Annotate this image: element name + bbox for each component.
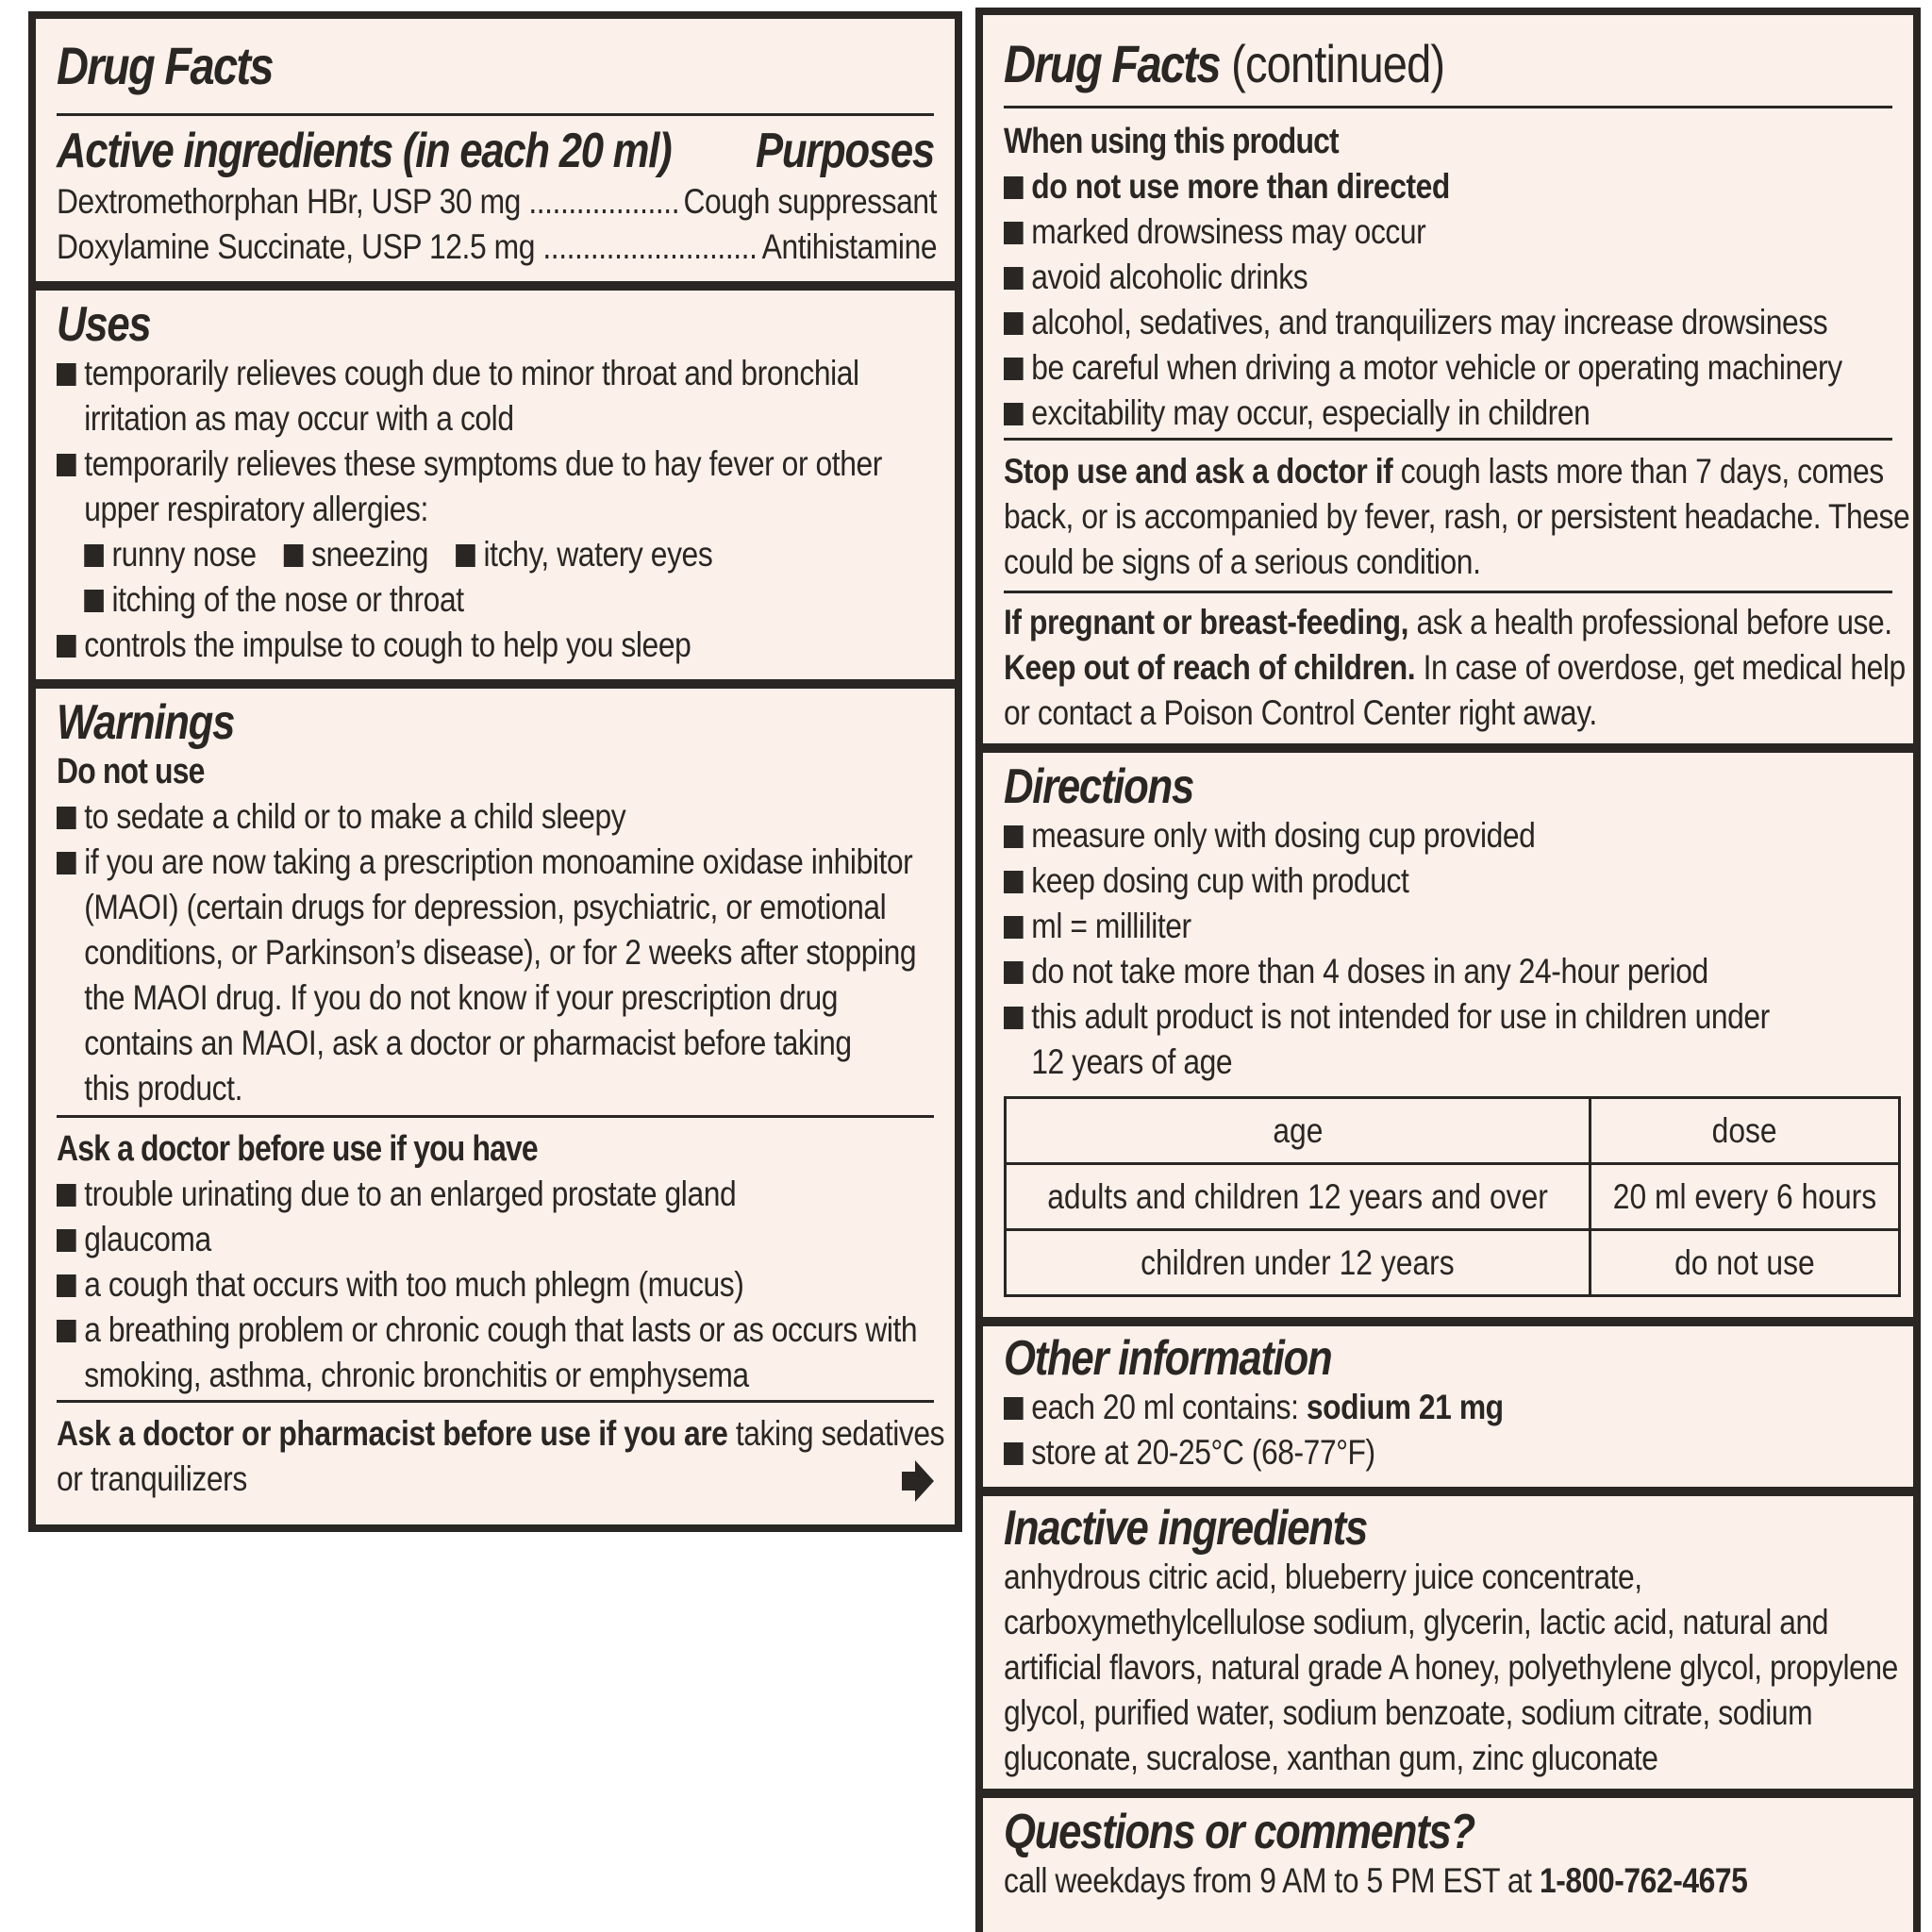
- bullet-square-icon: [284, 544, 304, 567]
- bullet-square-icon: [1004, 1397, 1024, 1420]
- when-using-heading: When using this product: [1004, 122, 1339, 161]
- list-item: excitability may occur, especially in children: [1004, 391, 1768, 436]
- bullet-square-icon: [1004, 871, 1024, 893]
- uses-section: [57, 298, 934, 668]
- symptom-list: itching of the nose or throat: [57, 577, 811, 623]
- list-item: to sedate a child or to make a child sleepy: [57, 794, 811, 840]
- other-information-section: [1004, 1332, 1892, 1475]
- section-separator: [28, 281, 962, 291]
- list-item: ml = milliliter: [1004, 904, 1768, 949]
- pregnancy-keep-out-section: If pregnant or breast-feeding, ask a health professional before use. Keep out of reach of children. In case of overdose, get medical help or contact a Poison Control Center right away.: [1004, 600, 1892, 736]
- divider: [1004, 591, 1892, 593]
- continue-arrow-icon: [902, 1460, 934, 1502]
- bullet-square-icon: [1004, 312, 1024, 335]
- bullet-square-icon: [1004, 403, 1024, 425]
- list-item: alcohol, sedatives, and tranquilizers may increase drowsiness: [1004, 300, 1768, 345]
- section-separator: [975, 1789, 1921, 1798]
- bullet-square-icon: [57, 807, 76, 829]
- bullet-square-icon: [84, 590, 104, 612]
- list-item: do not use more than directed: [1004, 164, 1768, 209]
- bullet-square-icon: [57, 363, 76, 386]
- section-separator: [975, 1317, 1921, 1326]
- ask-pharmacist-text: Ask a doctor or pharmacist before use if you are taking sedatives: [57, 1414, 945, 1453]
- list-item: a breathing problem or chronic cough that lasts or as occurs with: [57, 1307, 811, 1353]
- drug-facts-title: Drug Facts: [57, 36, 273, 95]
- divider: [57, 113, 934, 116]
- bullet-square-icon: [1004, 1442, 1024, 1465]
- ask-pharmacist-text-line2: or tranquilizers: [57, 1459, 247, 1498]
- drug-facts-continued-title: Drug Facts (continued): [1004, 34, 1445, 93]
- list-item: each 20 ml contains: sodium 21 mg: [1004, 1385, 1768, 1430]
- list-item: store at 20-25°C (68-77°F): [1004, 1430, 1768, 1475]
- contact-line: call weekdays from 9 AM to 5 PM EST at 1-800-762-4675: [1004, 1861, 1748, 1900]
- bullet-square-icon: [1004, 176, 1024, 199]
- directions-heading: Directions: [1004, 759, 1194, 814]
- phone-number[interactable]: 1-800-762-4675: [1540, 1861, 1748, 1900]
- active-ingredients-heading: Active ingredients (in each 20 ml): [57, 124, 672, 178]
- bullet-square-icon: [1004, 825, 1024, 848]
- list-item: avoid alcoholic drinks: [1004, 255, 1768, 300]
- questions-heading: Questions or comments?: [1004, 1805, 1474, 1859]
- divider: [57, 1400, 934, 1403]
- purposes-heading: Purposes: [756, 124, 934, 178]
- drug-facts-panel-right: [975, 8, 1921, 1932]
- section-separator: [28, 679, 962, 689]
- list-item-continuation: irritation as may occur with a cold: [84, 399, 514, 438]
- bullet-square-icon: [57, 1184, 76, 1207]
- other-information-heading: Other information: [1004, 1331, 1332, 1386]
- bullet-square-icon: [57, 635, 76, 658]
- bullet-square-icon: [1004, 267, 1024, 290]
- dosage-table: [1004, 1096, 1901, 1297]
- directions-section: [1004, 760, 1892, 1085]
- divider: [57, 1115, 934, 1118]
- divider: [1004, 106, 1892, 108]
- keep-out-of-reach: Keep out of reach of children. In case of overdose, get medical help: [1004, 648, 1906, 687]
- stop-use-section: Stop use and ask a doctor if cough lasts more than 7 days, comes back, or is accompanied by fever, rash, or persistent headache. These could be signs of a serious condition.: [1004, 452, 1910, 581]
- list-item-continuation: 12 years of age: [1031, 1042, 1233, 1081]
- section-separator: [975, 1487, 1921, 1496]
- list-item: keep dosing cup with product: [1004, 858, 1768, 904]
- list-item: this adult product is not intended for use in children under: [1004, 994, 1768, 1040]
- list-item-continuation: the MAOI drug. If you do not know if your prescription drug: [84, 978, 839, 1017]
- bullet-square-icon: [57, 852, 76, 874]
- active-ingredients-section: [57, 121, 938, 270]
- list-item-continuation: upper respiratory allergies:: [84, 490, 428, 528]
- list-item-continuation: conditions, or Parkinson’s disease), or for 2 weeks after stopping: [84, 933, 917, 972]
- bullet-square-icon: [57, 1229, 76, 1252]
- list-item: temporarily relieves these symptoms due to hay fever or other: [57, 441, 811, 487]
- list-item-continuation: this product.: [84, 1069, 242, 1108]
- ask-doctor-heading: Ask a doctor before use if you have: [57, 1129, 538, 1169]
- symptom-list: runny nose sneezing itchy, watery eyes: [57, 532, 811, 577]
- warnings-heading: Warnings: [57, 695, 235, 750]
- bullet-square-icon: [456, 544, 475, 567]
- list-item: do not take more than 4 doses in any 24-hour period: [1004, 949, 1768, 994]
- bullet-square-icon: [1004, 961, 1024, 984]
- when-using-section: [1004, 119, 1892, 436]
- list-item: marked drowsiness may occur: [1004, 209, 1768, 255]
- table-row: adults and children 12 years and over 20 ml every 6 hours: [1006, 1164, 1900, 1230]
- list-item: trouble urinating due to an enlarged prostate gland: [57, 1172, 811, 1217]
- list-item-continuation: contains an MAOI, ask a doctor or pharmacist before taking: [84, 1024, 852, 1062]
- active-ingredient-row: Doxylamine Succinate, USP 12.5 mg ........................... Antihistamine: [57, 227, 938, 266]
- questions-section: [1004, 1806, 1892, 1904]
- bullet-square-icon: [57, 1274, 76, 1297]
- inactive-ingredients-heading: Inactive ingredients: [1004, 1501, 1368, 1556]
- list-item-continuation: smoking, asthma, chronic bronchitis or emphysema: [84, 1356, 749, 1394]
- list-item: be careful when driving a motor vehicle or operating machinery: [1004, 345, 1768, 391]
- list-item: a cough that occurs with too much phlegm (mucus): [57, 1262, 811, 1307]
- active-ingredient-row: Dextromethorphan HBr, USP 30 mg ................... Cough suppressant: [57, 182, 938, 221]
- bullet-square-icon: [1004, 1007, 1024, 1029]
- section-separator: [975, 743, 1921, 753]
- list-item: measure only with dosing cup provided: [1004, 813, 1768, 858]
- uses-heading: Uses: [57, 297, 151, 352]
- list-item-continuation: (MAOI) (certain drugs for depression, psychiatric, or emotional: [84, 888, 887, 926]
- list-item: glaucoma: [57, 1217, 811, 1262]
- inactive-ingredients-section: Inactive ingredients anhydrous citric acid, blueberry juice concentrate, carboxymethylcellulose sodium, glycerin, lactic acid, natural and artificial flavors, natural grade A honey, polyethylene glycol, propylene glycol, purified water, sodium benzoate, sodium citrate, sodium gluconate, sucralose, xanthan gum, zinc gluconate: [1004, 1501, 1898, 1777]
- bullet-square-icon: [57, 1320, 76, 1342]
- pregnancy-warning: If pregnant or breast-feeding, ask a health professional before use.: [1004, 603, 1892, 641]
- list-item: if you are now taking a prescription monoamine oxidase inhibitor: [57, 840, 811, 885]
- list-item: controls the impulse to cough to help you sleep: [57, 623, 811, 668]
- ask-doctor-section: [57, 1126, 934, 1398]
- list-item: temporarily relieves cough due to minor throat and bronchial: [57, 351, 811, 396]
- do-not-use-heading: Do not use: [57, 752, 205, 791]
- bullet-square-icon: [57, 454, 76, 476]
- ask-pharmacist-section: [57, 1411, 945, 1502]
- bullet-square-icon: [1004, 916, 1024, 939]
- bullet-square-icon: [1004, 222, 1024, 244]
- table-row: children under 12 years do not use: [1006, 1230, 1900, 1296]
- drug-facts-panel-left: [28, 11, 962, 1532]
- table-header-row: age dose: [1006, 1098, 1900, 1164]
- divider: [1004, 438, 1892, 441]
- bullet-square-icon: [84, 544, 104, 567]
- bullet-square-icon: [1004, 358, 1024, 380]
- warnings-section: [57, 696, 934, 1111]
